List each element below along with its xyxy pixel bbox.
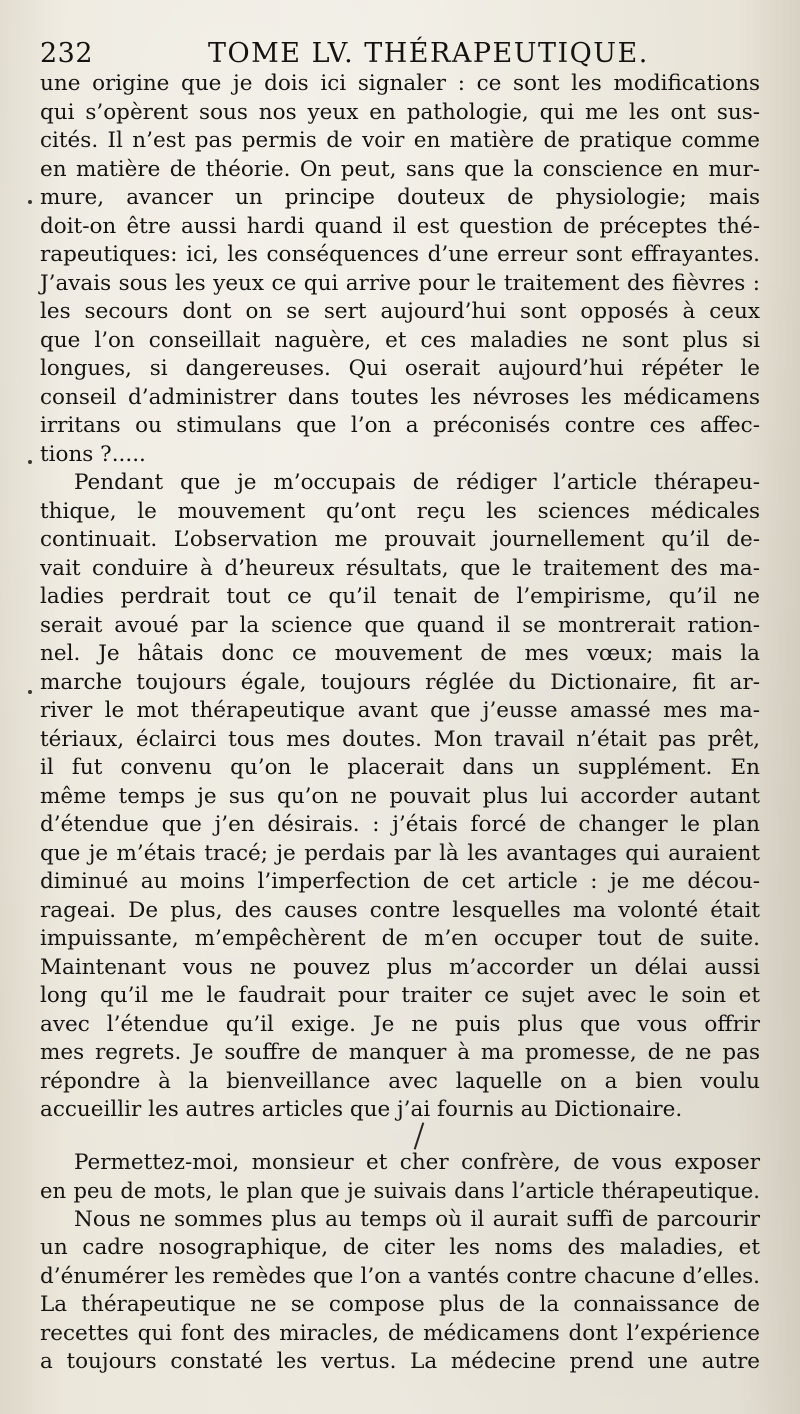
text-line: cités. Il n’est pas permis de voir en matière de pratique comme — [40, 128, 760, 153]
text-line: tions ?..... — [40, 441, 146, 467]
text-line: tériaux, éclairci tous mes doutes. Mon travail n’était pas prêt, — [40, 726, 760, 752]
margin-dot — [28, 460, 32, 464]
margin-dot — [28, 200, 32, 204]
text-line: d’étendue que j’en désirais. : j’étais forcé de changer le plan — [40, 812, 760, 837]
text-line: vait conduire à d’heureux résultats, que le traitement des ma- — [40, 555, 760, 581]
text-line: en matière de théorie. On peut, sans que la conscience en mur- — [40, 156, 760, 182]
text-line: nel. Je hâtais donc ce mouvement de mes vœux; mais la — [40, 641, 760, 666]
running-head: TOME LV. THÉRAPEUTIQUE. — [208, 38, 649, 69]
text-line: continuait. L’observation me prouvait journellement qu’il de- — [40, 527, 760, 552]
text-line: thique, le mouvement qu’ont reçu les sciences médicales — [40, 498, 760, 524]
paragraph-2 — [40, 469, 760, 1125]
text-line: rapeutiques: ici, les conséquences d’une erreur sont effrayantes. — [40, 242, 760, 267]
text-line: Pendant que je m’occupais de rédiger l’article thérapeu- — [74, 470, 760, 495]
text-line: La thérapeutique ne se compose plus de la connaissance de — [40, 1292, 760, 1317]
text-line: qui s’opèrent sous nos yeux en pathologie, qui me les ont sus- — [40, 99, 760, 125]
margin-dot — [28, 690, 32, 694]
text-line: rageai. De plus, des causes contre lesquelles ma volonté était — [40, 897, 760, 923]
text-line: que l’on conseillait naguère, et ces maladies ne sont plus si — [40, 327, 760, 353]
text-line: Maintenant vous ne pouvez plus m’accorder un délai aussi — [40, 954, 760, 980]
text-line: une origine que je dois ici signaler : ce sont les modifications — [40, 71, 760, 96]
text-line: avec l’étendue qu’il exige. Je ne puis plus que vous offrir — [40, 1011, 760, 1037]
paragraph-3 — [40, 1149, 760, 1206]
page-number: 232 — [40, 38, 94, 69]
text-line: irritans ou stimulans que l’on a préconisés contre ces affec- — [40, 413, 760, 438]
paragraph-1 — [40, 70, 760, 469]
body-text — [40, 70, 760, 1377]
text-line: J’avais sous les yeux ce qui arrive pour le traitement des fièvres : — [40, 270, 760, 296]
text-line: que je m’étais tracé; je perdais par là les avantages qui auraient — [40, 840, 760, 866]
text-line: marche toujours égale, toujours réglée du Dictionaire, fit ar- — [40, 669, 760, 695]
paragraph-4 — [40, 1206, 760, 1377]
text-line: répondre à la bienveillance avec laquelle on a bien voulu — [40, 1068, 760, 1094]
page-header — [40, 34, 760, 74]
text-line: recettes qui font des miracles, de médicamens dont l’expérience — [40, 1320, 760, 1346]
text-line: serait avoué par la science que quand il se montrerait ration- — [40, 612, 760, 638]
text-line: river le mot thérapeutique avant que j’eusse amassé mes ma- — [40, 698, 760, 723]
text-line: diminué au moins l’imperfection de cet article : je me décou- — [40, 869, 760, 894]
text-line: mes regrets. Je souffre de manquer à ma promesse, de ne pas — [40, 1040, 760, 1065]
text-line: en peu de mots, le plan que je suivais dans l’article thérapeutique. — [40, 1178, 760, 1203]
text-line: impuissante, m’empêchèrent de m’en occuper tout de suite. — [40, 926, 760, 951]
text-line: Permettez-moi, monsieur et cher confrère, de vous exposer — [74, 1149, 760, 1175]
text-line: ladies perdrait tout ce qu’il tenait de l’empirisme, qu’il ne — [40, 584, 760, 609]
text-line: les secours dont on se sert aujourd’hui sont opposés à ceux — [40, 299, 760, 324]
text-line: même temps je sus qu’on ne pouvait plus lui accorder autant — [40, 783, 760, 809]
text-line: mure, avancer un principe douteux de physiologie; mais — [40, 185, 760, 210]
text-line: Nous ne sommes plus au temps où il aurait suffi de parcourir — [74, 1206, 760, 1232]
text-line: conseil d’administrer dans toutes les névroses les médicamens — [40, 384, 760, 410]
text-line: un cadre nosographique, de citer les noms des maladies, et — [40, 1235, 760, 1260]
text-line: longues, si dangereuses. Qui oserait aujourd’hui répéter le — [40, 356, 760, 381]
text-line: accueillir les autres articles que j’ai fournis au Dictionaire. — [40, 1097, 683, 1122]
text-line: il fut convenu qu’on le placerait dans un supplément. En — [40, 755, 760, 780]
text-line: doit-on être aussi hardi quand il est question de préceptes thé- — [40, 213, 760, 239]
text-line: d’énumérer les remèdes que l’on a vantés contre chacune d’elles. — [40, 1263, 760, 1289]
text-line: long qu’il me le faudrait pour traiter ce sujet avec le soin et — [40, 983, 760, 1008]
text-line: a toujours constaté les vertus. La médecine prend une autre — [40, 1349, 760, 1374]
